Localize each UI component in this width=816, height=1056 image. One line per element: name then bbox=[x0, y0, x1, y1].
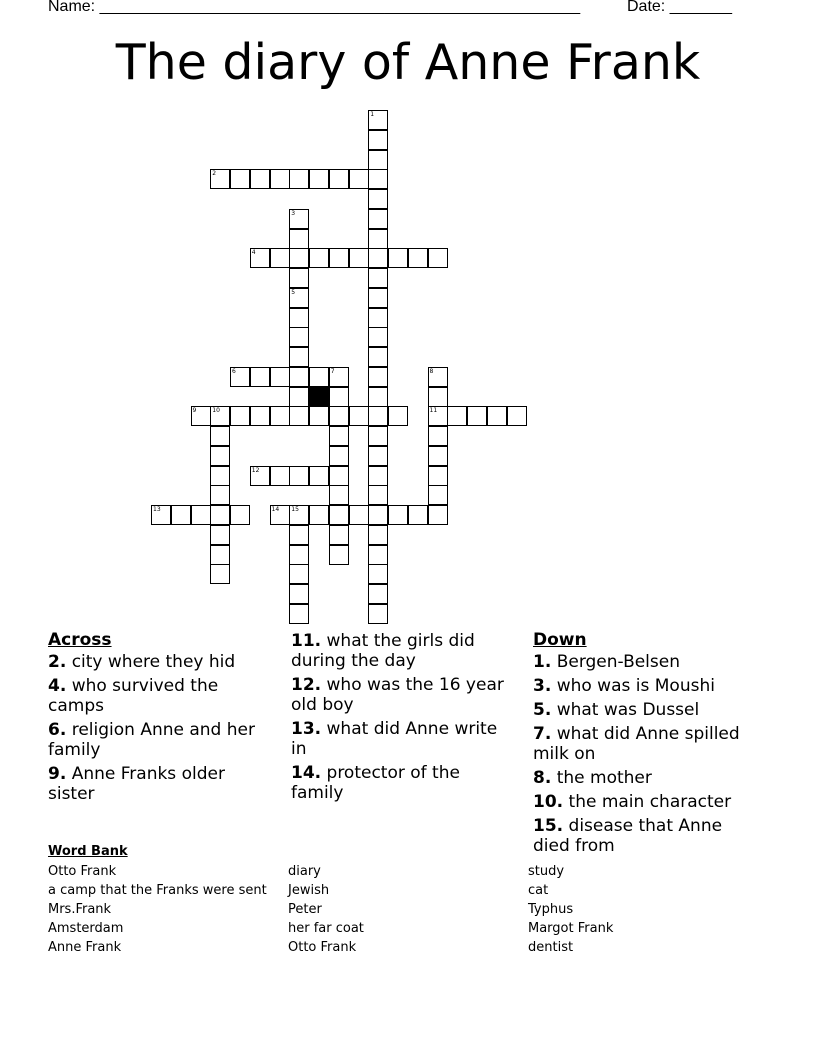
crossword-cell[interactable] bbox=[289, 525, 309, 545]
clue-number-label: 5. bbox=[533, 700, 552, 720]
down-clue bbox=[533, 700, 748, 720]
clue-text: what was Dussel bbox=[551, 700, 700, 720]
clue-number-label: 14. bbox=[291, 763, 322, 783]
crossword-cell[interactable] bbox=[329, 466, 349, 486]
crossword-cell[interactable] bbox=[329, 367, 349, 387]
clue-number-label: 11. bbox=[291, 631, 322, 651]
crossword-cell[interactable] bbox=[329, 446, 349, 466]
crossword-cell[interactable] bbox=[309, 169, 329, 189]
crossword-cell[interactable] bbox=[329, 406, 349, 426]
crossword-cell[interactable] bbox=[329, 248, 349, 268]
clue-number-label: 1. bbox=[533, 652, 552, 672]
crossword-cell[interactable] bbox=[329, 387, 349, 407]
clue-text: disease that Anne died from bbox=[533, 816, 723, 856]
crossword-cell[interactable] bbox=[408, 248, 428, 268]
crossword-cell[interactable] bbox=[210, 505, 230, 525]
word-bank-entry: her far coat bbox=[288, 921, 364, 936]
word-bank-entry: cat bbox=[528, 883, 549, 898]
crossword-cell[interactable] bbox=[368, 485, 388, 505]
clue-number: 7 bbox=[330, 367, 335, 375]
crossword-cell[interactable] bbox=[289, 229, 309, 249]
crossword-cell[interactable] bbox=[309, 248, 329, 268]
crossword-cell[interactable] bbox=[289, 584, 309, 604]
crossword-cell[interactable] bbox=[467, 406, 487, 426]
crossword-cell[interactable] bbox=[428, 426, 448, 446]
word-bank-entry: Otto Frank bbox=[48, 864, 117, 879]
clue-number: 14 bbox=[271, 506, 280, 513]
word-bank-entry: Margot Frank bbox=[528, 921, 614, 936]
crossword-cell[interactable] bbox=[349, 169, 369, 189]
across-clues-continued-column bbox=[291, 631, 506, 807]
crossword-cell[interactable] bbox=[368, 426, 388, 446]
clue-number-label: 6. bbox=[48, 720, 67, 740]
crossword-cell[interactable] bbox=[289, 169, 309, 189]
crossword-cell[interactable] bbox=[250, 367, 270, 387]
crossword-cell[interactable] bbox=[289, 367, 309, 387]
clue-number-label: 15. bbox=[533, 816, 564, 836]
clue-number-label: 7. bbox=[533, 724, 552, 744]
name-field-label: Name: ______________________________________________________ bbox=[48, 0, 581, 15]
crossword-cell[interactable] bbox=[428, 406, 448, 426]
across-clue bbox=[291, 719, 506, 759]
crossword-cell[interactable] bbox=[151, 505, 171, 525]
crossword-cell[interactable] bbox=[447, 406, 467, 426]
word-bank-entry: Typhus bbox=[528, 902, 574, 917]
crossword-cell[interactable] bbox=[349, 505, 369, 525]
clue-number: 1 bbox=[370, 111, 375, 118]
across-clue bbox=[48, 720, 263, 760]
word-bank-column bbox=[48, 862, 267, 957]
crossword-cell[interactable] bbox=[388, 505, 408, 525]
crossword-cell[interactable] bbox=[368, 308, 388, 328]
crossword-cell[interactable] bbox=[289, 545, 309, 565]
down-clue bbox=[533, 816, 748, 856]
word-bank-column bbox=[528, 862, 613, 957]
crossword-cell[interactable] bbox=[487, 406, 507, 426]
down-clue bbox=[533, 676, 748, 696]
crossword-cell[interactable] bbox=[309, 505, 329, 525]
across-clue bbox=[291, 675, 506, 715]
down-clues-column bbox=[533, 630, 748, 860]
crossword-cell[interactable] bbox=[289, 387, 309, 407]
crossword-cell[interactable] bbox=[289, 288, 309, 308]
crossword-cell[interactable] bbox=[368, 229, 388, 249]
crossword-cell[interactable] bbox=[368, 327, 388, 347]
crossword-cell[interactable] bbox=[210, 545, 230, 565]
crossword-cell[interactable] bbox=[329, 426, 349, 446]
word-bank-entry: Jewish bbox=[288, 883, 330, 898]
word-bank-entry: Amsterdam bbox=[48, 921, 124, 936]
clue-number: 12 bbox=[251, 466, 260, 474]
clue-number: 10 bbox=[212, 407, 220, 415]
clue-number: 3 bbox=[291, 209, 296, 217]
crossword-cell[interactable] bbox=[349, 248, 369, 268]
crossword-cell[interactable] bbox=[309, 367, 329, 387]
crossword-cell[interactable] bbox=[368, 584, 388, 604]
clue-number: 6 bbox=[232, 367, 236, 375]
crossword-cell[interactable] bbox=[428, 505, 448, 525]
crossword-cell[interactable] bbox=[309, 466, 329, 486]
crossword-cell[interactable] bbox=[210, 446, 230, 466]
crossword-cell[interactable] bbox=[270, 406, 290, 426]
crossword-cell[interactable] bbox=[428, 248, 448, 268]
crossword-cell[interactable] bbox=[210, 426, 230, 446]
crossword-cell[interactable] bbox=[289, 604, 309, 624]
clue-text: who was is Moushi bbox=[551, 676, 715, 696]
down-clue bbox=[533, 792, 748, 812]
crossword-cell[interactable] bbox=[428, 387, 448, 407]
clue-text: who survived the camps bbox=[48, 676, 219, 716]
crossword-cell[interactable] bbox=[289, 308, 309, 328]
crossword-cell[interactable] bbox=[191, 505, 211, 525]
word-bank-entry: dentist bbox=[528, 940, 574, 955]
crossword-cell[interactable] bbox=[428, 485, 448, 505]
crossword-cell[interactable] bbox=[329, 525, 349, 545]
crossword-cell[interactable] bbox=[210, 485, 230, 505]
clue-text: city where they hid bbox=[66, 652, 236, 672]
crossword-cell[interactable] bbox=[250, 406, 270, 426]
down-heading: Down bbox=[533, 630, 587, 650]
crossword-cell[interactable] bbox=[270, 248, 290, 268]
clue-text: what the girls did during the day bbox=[291, 631, 475, 671]
clue-text: protector of the family bbox=[291, 763, 460, 803]
clue-number-label: 2. bbox=[48, 652, 67, 672]
crossword-cell[interactable] bbox=[428, 367, 448, 387]
crossword-cell[interactable] bbox=[230, 505, 250, 525]
crossword-cell[interactable] bbox=[368, 466, 388, 486]
clue-number: 5 bbox=[291, 288, 296, 296]
crossword-cell[interactable] bbox=[329, 169, 349, 189]
crossword-cell[interactable] bbox=[289, 466, 309, 486]
crossword-cell[interactable] bbox=[368, 387, 388, 407]
crossword-cell[interactable] bbox=[368, 545, 388, 565]
word-bank-entry: a camp that the Franks were sent bbox=[48, 883, 267, 898]
clue-text: who was the 16 year old boy bbox=[291, 675, 504, 715]
crossword-cell[interactable] bbox=[368, 150, 388, 170]
clue-text: what did Anne write in bbox=[291, 719, 498, 759]
crossword-cell[interactable] bbox=[368, 248, 388, 268]
clue-number: 8 bbox=[429, 367, 434, 375]
clue-number: 13 bbox=[153, 506, 161, 513]
crossword-cell[interactable] bbox=[289, 347, 309, 367]
clue-number-label: 13. bbox=[291, 719, 322, 739]
crossword-cell[interactable] bbox=[250, 248, 270, 268]
crossword-cell[interactable] bbox=[368, 564, 388, 584]
crossword-cell[interactable] bbox=[210, 564, 230, 584]
down-clue bbox=[533, 652, 748, 672]
across-clue bbox=[291, 763, 506, 803]
crossword-cell[interactable] bbox=[230, 406, 250, 426]
crossword-cell[interactable] bbox=[349, 406, 369, 426]
clue-number: 4 bbox=[251, 249, 256, 257]
clue-text: the mother bbox=[551, 768, 652, 788]
word-bank-entry: diary bbox=[288, 864, 321, 879]
clue-text: what did Anne spilled milk on bbox=[533, 724, 740, 764]
crossword-cell[interactable] bbox=[289, 505, 309, 525]
clue-number-label: 10. bbox=[533, 792, 564, 812]
across-clue bbox=[48, 676, 263, 716]
crossword-cell[interactable] bbox=[289, 268, 309, 288]
clue-number-label: 9. bbox=[48, 764, 67, 784]
crossword-cell[interactable] bbox=[289, 327, 309, 347]
crossword-cell[interactable] bbox=[230, 367, 250, 387]
crossword-cell[interactable] bbox=[329, 545, 349, 565]
word-bank-entry: Otto Frank bbox=[288, 940, 357, 955]
crossword-cell[interactable] bbox=[368, 110, 388, 130]
crossword-cell[interactable] bbox=[368, 268, 388, 288]
word-bank-title: Word Bank bbox=[48, 844, 128, 859]
word-bank-entry: Mrs.Frank bbox=[48, 902, 112, 917]
clue-text: religion Anne and her family bbox=[48, 720, 255, 760]
across-clues-column bbox=[48, 630, 263, 808]
crossword-cell[interactable] bbox=[210, 466, 230, 486]
crossword-cell[interactable] bbox=[270, 505, 290, 525]
crossword-cell[interactable] bbox=[368, 367, 388, 387]
crossword-cell[interactable] bbox=[388, 406, 408, 426]
date-field-label: Date: _______ bbox=[627, 0, 732, 15]
word-bank-entry: study bbox=[528, 864, 565, 879]
down-clue bbox=[533, 724, 748, 764]
crossword-cell[interactable] bbox=[289, 248, 309, 268]
crossword-cell[interactable] bbox=[210, 406, 230, 426]
clue-text: Bergen-Belsen bbox=[551, 652, 681, 672]
crossword-cell[interactable] bbox=[191, 406, 211, 426]
crossword-cell[interactable] bbox=[309, 406, 329, 426]
clue-number: 15 bbox=[291, 506, 299, 513]
crossword-cell[interactable] bbox=[368, 604, 388, 624]
down-clue bbox=[533, 768, 748, 788]
crossword-cell[interactable] bbox=[368, 130, 388, 150]
across-clue bbox=[48, 652, 263, 672]
clue-text: the main character bbox=[563, 792, 732, 812]
clue-number-label: 3. bbox=[533, 676, 552, 696]
crossword-cell[interactable] bbox=[171, 505, 191, 525]
clue-number-label: 8. bbox=[533, 768, 552, 788]
crossword-cell[interactable] bbox=[428, 446, 448, 466]
crossword-cell[interactable] bbox=[368, 209, 388, 229]
crossword-cell[interactable] bbox=[368, 446, 388, 466]
crossword-cell[interactable] bbox=[368, 505, 388, 525]
across-heading: Across bbox=[48, 630, 112, 650]
crossword-cell[interactable] bbox=[368, 406, 388, 426]
crossword-cell[interactable] bbox=[428, 466, 448, 486]
crossword-cell[interactable] bbox=[210, 525, 230, 545]
crossword-cell[interactable] bbox=[368, 169, 388, 189]
crossword-cell[interactable] bbox=[507, 406, 527, 426]
clue-number-label: 4. bbox=[48, 676, 67, 696]
clue-number: 11 bbox=[429, 407, 438, 415]
word-bank-entry: Peter bbox=[288, 902, 322, 917]
crossword-black-cell bbox=[309, 387, 329, 407]
page-title: The diary of Anne Frank bbox=[115, 34, 701, 91]
crossword-cell[interactable] bbox=[289, 564, 309, 584]
clue-number: 9 bbox=[192, 407, 197, 415]
crossword-cell[interactable] bbox=[270, 367, 290, 387]
crossword-cell[interactable] bbox=[329, 485, 349, 505]
clue-text: Anne Franks older sister bbox=[48, 764, 225, 804]
crossword-cell[interactable] bbox=[368, 189, 388, 209]
word-bank-column bbox=[288, 862, 364, 957]
crossword-cell[interactable] bbox=[250, 169, 270, 189]
crossword-cell[interactable] bbox=[270, 466, 290, 486]
across-clue bbox=[48, 764, 263, 804]
crossword-cell[interactable] bbox=[289, 209, 309, 229]
crossword-cell[interactable] bbox=[368, 288, 388, 308]
crossword-cell[interactable] bbox=[230, 169, 250, 189]
crossword-cell[interactable] bbox=[329, 505, 349, 525]
crossword-cell[interactable] bbox=[210, 169, 230, 189]
across-clue bbox=[291, 631, 506, 671]
crossword-cell[interactable] bbox=[289, 406, 309, 426]
crossword-cell[interactable] bbox=[250, 466, 270, 486]
crossword-cell[interactable] bbox=[270, 169, 290, 189]
crossword-cell[interactable] bbox=[408, 505, 428, 525]
crossword-cell[interactable] bbox=[368, 525, 388, 545]
crossword-cell[interactable] bbox=[368, 347, 388, 367]
word-bank-entry: Anne Frank bbox=[48, 940, 122, 955]
crossword-cell[interactable] bbox=[388, 248, 408, 268]
clue-number: 2 bbox=[212, 170, 217, 178]
clue-number-label: 12. bbox=[291, 675, 322, 695]
